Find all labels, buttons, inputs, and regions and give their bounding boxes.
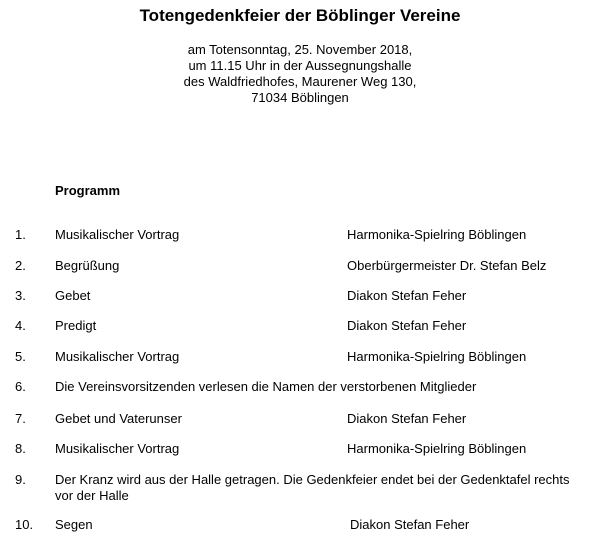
program-number: 1.: [15, 227, 26, 242]
program-number: 5.: [15, 349, 26, 364]
program-item: Musikalischer Vortrag: [55, 441, 180, 456]
event-address-line: des Waldfriedhofes, Maurener Weg 130,: [183, 74, 417, 89]
program-performer: Oberbürgermeister Dr. Stefan Belz: [347, 258, 547, 273]
program-item: Musikalischer Vortrag: [55, 227, 180, 242]
program-item: Segen: [55, 517, 93, 532]
program-performer: Diakon Stefan Feher: [347, 288, 467, 303]
program-item: Die Vereinsvorsitzenden verlesen die Namen der verstorbenen Mitglieder: [55, 379, 477, 394]
program-performer: Diakon Stefan Feher: [347, 411, 467, 426]
event-date-line: am Totensonntag, 25. November 2018,: [187, 42, 413, 57]
program-number: 9.: [15, 472, 26, 487]
event-time-line: um 11.15 Uhr in der Aussegnungshalle: [188, 58, 412, 73]
program-performer: Diakon Stefan Feher: [350, 517, 470, 532]
program-performer: Harmonika-Spielring Böblingen: [347, 227, 527, 242]
program-number: 6.: [15, 379, 26, 394]
program-item: Predigt: [55, 318, 97, 333]
program-number: 4.: [15, 318, 26, 333]
program-number: 7.: [15, 411, 26, 426]
program-performer: Harmonika-Spielring Böblingen: [347, 441, 527, 456]
program-item: Musikalischer Vortrag: [55, 349, 180, 364]
program-item: Der Kranz wird aus der Halle getragen. Die Gedenkfeier endet bei der Gedenktafel rechts vor der Halle: [55, 472, 570, 503]
program-number: 3.: [15, 288, 26, 303]
program-item: Begrüßung: [55, 258, 120, 273]
program-performer: Diakon Stefan Feher: [347, 318, 467, 333]
event-city-line: 71034 Böblingen: [251, 90, 349, 105]
program-number: 2.: [15, 258, 26, 273]
program-number: 10.: [15, 517, 34, 532]
program-heading: Programm: [55, 183, 121, 198]
program-item: Gebet und Vaterunser: [55, 411, 182, 426]
program-number: 8.: [15, 441, 26, 456]
program-performer: Harmonika-Spielring Böblingen: [347, 349, 527, 364]
program-item: Gebet: [55, 288, 91, 303]
document-title: Totengedenkfeier der Böblinger Vereine: [139, 6, 461, 25]
